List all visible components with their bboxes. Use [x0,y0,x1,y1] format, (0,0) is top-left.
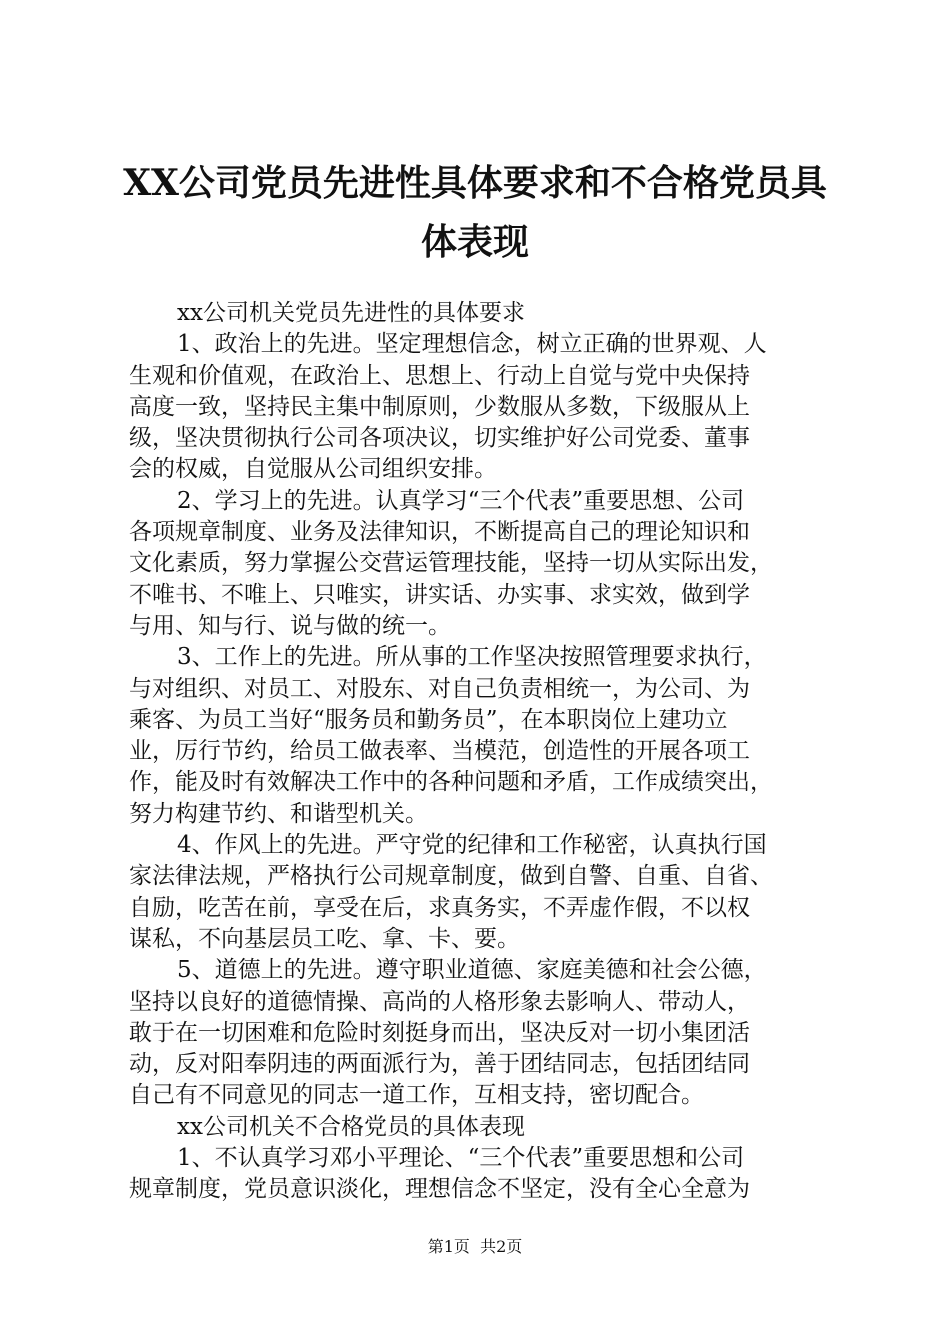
body-text-line: 级，坚决贯彻执行公司各项决议，切实维护好公司党委、董事 [129,425,750,452]
body-text-line: 生观和价值观，在政治上、思想上、行动上自觉与党中央保持 [129,362,750,389]
body-text-line: 3、工作上的先进。所从事的工作坚决按照管理要求执行， [177,644,767,671]
body-text-line: xx公司机关党员先进性的具体要求 [177,300,525,326]
body-text-line: 2、学习上的先进。认真学习“三个代表”重要思想、公司 [177,487,745,514]
body-text-line: 与用、知与行、说与做的统一。 [129,612,451,639]
document-title-line-2: 体表现 [420,221,529,263]
body-text-line: 坚持以良好的道德情操、高尚的人格形象去影响人、带动人， [129,988,750,1015]
body-text-line: 各项规章制度、业务及法律知识，不断提高自己的理论知识和 [129,519,750,546]
body-text-line: 1、政治上的先进。坚定理想信念，树立正确的世界观、人 [177,331,767,358]
body-text-line: xx公司机关不合格党员的具体表现 [177,1113,525,1140]
body-text-line: 谋私，不向基层员工吃、拿、卡、要。 [129,925,520,952]
body-text-line: 努力构建节约、和谐型机关。 [129,800,428,827]
body-text-line: 高度一致，坚持民主集中制原则，少数服从多数，下级服从上 [129,393,750,420]
body-text-line: 自励，吃苦在前，享受在后，求真务实，不弄虚作假，不以权 [129,894,750,921]
body-text-line: 1、不认真学习邓小平理论、“三个代表”重要思想和公司 [177,1145,745,1172]
body-text-line: 不唯书、不唯上、只唯实，讲实话、办实事、求实效，做到学 [129,581,750,608]
body-text-line: 作，能及时有效解决工作中的各种问题和矛盾，工作成绩突出， [129,769,773,796]
body-text-line: 规章制度，党员意识淡化，理想信念不坚定，没有全心全意为 [129,1176,750,1203]
body-text-line: 家法律法规，严格执行公司规章制度，做到自警、自重、自省、 [129,863,773,890]
body-text-line: 文化素质，努力掌握公交营运管理技能，坚持一切从实际出发， [129,550,773,577]
body-text-line: 会的权威，自觉服从公司组织安排。 [129,456,497,483]
body-text-line: 乘客、为员工当好“服务员和勤务员”，在本职岗位上建功立 [129,706,728,733]
page-footer: 第1页 共2页 [427,1237,523,1256]
document-title-line-1: XX公司党员先进性具体要求和不合格党员具 [123,162,827,204]
body-text-line: 自己有不同意见的同志一道工作，互相支持，密切配合。 [129,1082,704,1109]
body-text-line: 敢于在一切困难和危险时刻挺身而出，坚决反对一切小集团活 [129,1019,750,1046]
body-text-line: 业，厉行节约，给员工做表率、当模范，创造性的开展各项工 [129,738,750,765]
body-text-line: 5、道德上的先进。遵守职业道德、家庭美德和社会公德， [177,957,767,984]
body-text-line: 动，反对阳奉阴违的两面派行为，善于团结同志，包括团结同 [129,1051,750,1078]
document-body [129,298,831,1206]
body-text-line: 4、作风上的先进。严守党的纪律和工作秘密，认真执行国 [177,832,767,859]
body-text-line: 与对组织、对员工、对股东、对自己负责相统一，为公司、为 [129,675,750,702]
